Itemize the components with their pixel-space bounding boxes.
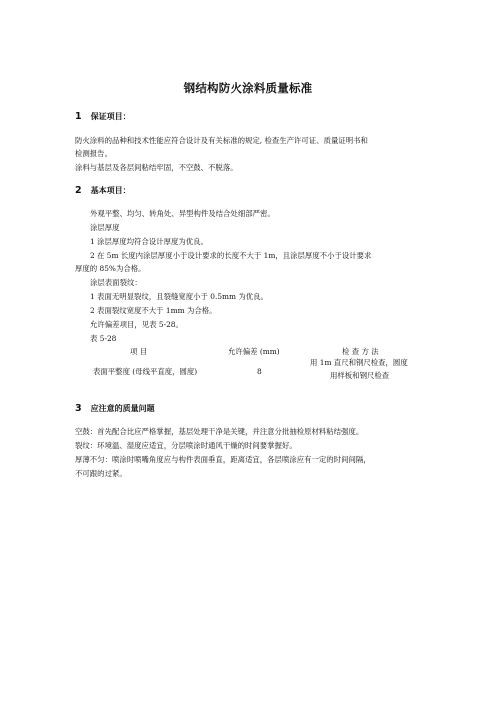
paragraph-line: 空鼓：首先配合比应严格掌握，基层处理干净是关键，并注意分批抽检原材料粘结强度。 (75, 427, 364, 436)
paragraph-line: 涂料与基层及各层间粘结牢固，不空鼓、不脱落。 (75, 163, 238, 172)
paragraph-line: 2 在 5m 长度内涂层厚度小于设计要求的长度不大于 1m，且涂层厚度不小于设计要求 (90, 251, 372, 260)
paragraph-line: 厚薄不匀：喷涂时喷嘴角度应与构件表面垂直，距离适宜，各层喷涂应有一定的时间间隔， (75, 455, 371, 464)
section-1-heading (75, 111, 131, 122)
paragraph-line: 1 表面无明显裂纹，且裂缝宽度小于 0.5mm 为优良。 (90, 292, 268, 301)
paragraph-line: 允许偏差项目，见表 5-28。 (90, 320, 183, 329)
paragraph-line: 涂层厚度 (90, 223, 120, 232)
page-title: 钢结构防火涂料质量标准 (183, 81, 313, 95)
section-number: 3 (75, 403, 82, 414)
table-cell-tolerance: 8 (257, 367, 262, 376)
table-cell-method-line: 用 1m 直尺和钢尺检查，圆度 (310, 358, 408, 367)
paragraph-line: 裂纹：环境温、湿度应适宜，分层喷涂时通风干燥的时间要掌握好。 (75, 441, 297, 450)
paragraph-line: 外观平整、均匀、转角处、异型构件及结合处细部严密。 (90, 209, 275, 218)
table-caption: 表 5-28 (90, 334, 117, 343)
paragraph-line: 厚度的 85%为合格。 (75, 264, 146, 273)
table-header-item: 项 目 (130, 347, 148, 356)
section-number: 2 (75, 185, 82, 196)
paragraph-line: 涂层表面裂纹： (90, 278, 142, 287)
section-heading-text: 应注意的质量问题 (90, 404, 155, 413)
table-header-method: 检 查 方 法 (342, 347, 379, 356)
section-heading-text: 保证项目： (90, 112, 131, 121)
section-heading-text: 基本项目： (90, 186, 131, 195)
paragraph-line: 1 涂层厚度均符合设计厚度为优良。 (90, 237, 208, 246)
paragraph-line: 检测报告。 (75, 149, 112, 158)
paragraph-line: 防火涂料的品种和技术性能应符合设计及有关标准的规定, 检查生产许可证、质量证明书和 (75, 136, 368, 145)
table-cell-item: 表面平整度 (母线平直度，圆度) (93, 367, 198, 376)
table-cell-method-line: 用样板和钢尺检查 (330, 371, 390, 380)
paragraph-line: 2 表面裂纹宽度不大于 1mm 为合格。 (90, 306, 217, 315)
section-number: 1 (75, 111, 82, 122)
section-3-heading (75, 403, 155, 414)
table-header-tolerance: 允许偏差 (mm) (228, 347, 280, 356)
section-2-heading (75, 185, 131, 196)
paragraph-line: 不可跟的过紧。 (75, 469, 127, 478)
